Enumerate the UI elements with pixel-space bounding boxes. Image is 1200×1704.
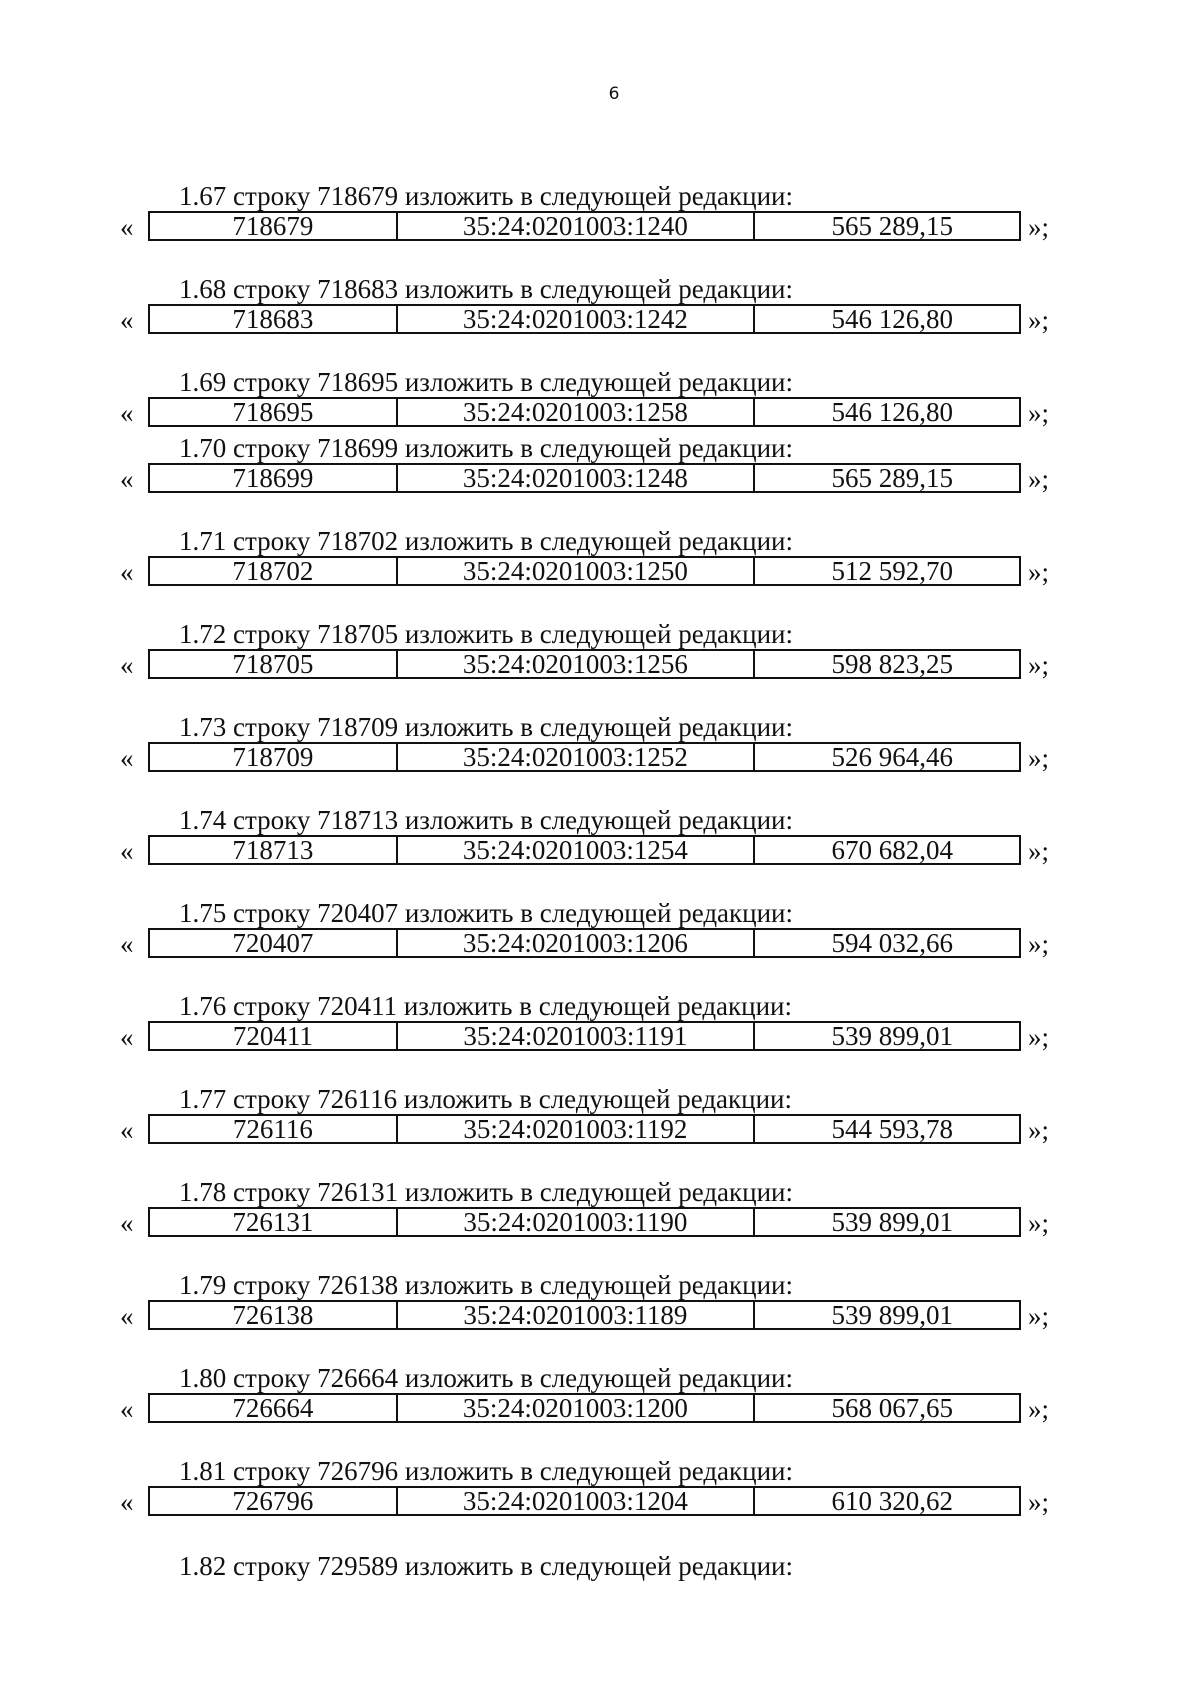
opening-quote: « xyxy=(120,650,134,680)
row-number-cell: 726131 xyxy=(150,1209,398,1235)
opening-quote: « xyxy=(120,1301,134,1331)
closing-quote: »; xyxy=(1028,1208,1050,1238)
cadastral-value-cell: 565 289,15 xyxy=(831,465,953,491)
amendment-instruction: 1.68 строку 718683 изложить в следующей редакции: xyxy=(179,274,794,304)
amendment-instruction: 1.80 строку 726664 изложить в следующей редакции: xyxy=(179,1363,794,1393)
cadastral-number-cell: 35:24:0201003:1256 xyxy=(398,651,755,677)
amendment-instruction: 1.70 строку 718699 изложить в следующей редакции: xyxy=(179,433,794,463)
closing-quote: »; xyxy=(1028,557,1050,587)
opening-quote: « xyxy=(120,1022,134,1052)
table-row xyxy=(148,742,1021,772)
opening-quote: « xyxy=(120,1487,134,1517)
amendment-instruction: 1.72 строку 718705 изложить в следующей редакции: xyxy=(179,619,794,649)
cadastral-number-cell: 35:24:0201003:1189 xyxy=(398,1302,755,1328)
closing-quote: »; xyxy=(1028,929,1050,959)
row-number-cell: 720411 xyxy=(150,1023,398,1049)
cadastral-number-cell: 35:24:0201003:1190 xyxy=(398,1209,755,1235)
cadastral-number-cell: 35:24:0201003:1200 xyxy=(398,1395,755,1421)
table-row xyxy=(148,835,1021,865)
cadastral-value-cell: 526 964,46 xyxy=(831,744,953,770)
row-number-cell: 718702 xyxy=(150,558,398,584)
cadastral-value-cell: 546 126,80 xyxy=(831,306,953,332)
amendment-item xyxy=(0,1455,1200,1525)
row-number-cell: 718705 xyxy=(150,651,398,677)
row-number-cell: 726138 xyxy=(150,1302,398,1328)
row-number-cell: 718699 xyxy=(150,465,398,491)
amendment-instruction: 1.71 строку 718702 изложить в следующей редакции: xyxy=(179,526,794,556)
table-row xyxy=(148,1021,1021,1051)
cadastral-number-cell: 35:24:0201003:1240 xyxy=(398,213,755,239)
closing-quote: »; xyxy=(1028,464,1050,494)
amendment-item xyxy=(0,366,1200,436)
amendment-item xyxy=(0,1269,1200,1339)
amendment-item xyxy=(0,1176,1200,1246)
table-row xyxy=(148,1207,1021,1237)
amendment-item xyxy=(0,1362,1200,1432)
opening-quote: « xyxy=(120,557,134,587)
closing-quote: »; xyxy=(1028,1022,1050,1052)
table-row xyxy=(148,556,1021,586)
cadastral-value-cell: 568 067,65 xyxy=(831,1395,953,1421)
amendment-instruction-final: 1.82 строку 729589 изложить в следующей редакции: xyxy=(179,1551,794,1581)
table-row xyxy=(148,649,1021,679)
opening-quote: « xyxy=(120,929,134,959)
cadastral-value-cell: 539 899,01 xyxy=(831,1302,953,1328)
cadastral-number-cell: 35:24:0201003:1250 xyxy=(398,558,755,584)
cadastral-number-cell: 35:24:0201003:1242 xyxy=(398,306,755,332)
row-number-cell: 726116 xyxy=(150,1116,398,1142)
table-row xyxy=(148,1114,1021,1144)
amendment-instruction: 1.69 строку 718695 изложить в следующей редакции: xyxy=(179,367,794,397)
amendment-instruction: 1.76 строку 720411 изложить в следующей редакции: xyxy=(179,991,793,1021)
table-row xyxy=(148,1300,1021,1330)
amendment-instruction: 1.77 строку 726116 изложить в следующей редакции: xyxy=(179,1084,793,1114)
table-row xyxy=(148,928,1021,958)
closing-quote: »; xyxy=(1028,1115,1050,1145)
closing-quote: »; xyxy=(1028,1301,1050,1331)
amendment-item xyxy=(0,897,1200,967)
closing-quote: »; xyxy=(1028,650,1050,680)
row-number-cell: 718709 xyxy=(150,744,398,770)
opening-quote: « xyxy=(120,464,134,494)
row-number-cell: 720407 xyxy=(150,930,398,956)
table-row xyxy=(148,397,1021,427)
opening-quote: « xyxy=(120,305,134,335)
amendment-instruction: 1.74 строку 718713 изложить в следующей редакции: xyxy=(179,805,794,835)
page-number: 6 xyxy=(608,84,620,104)
table-row xyxy=(148,211,1021,241)
cadastral-value-cell: 670 682,04 xyxy=(831,837,953,863)
opening-quote: « xyxy=(120,212,134,242)
closing-quote: »; xyxy=(1028,305,1050,335)
closing-quote: »; xyxy=(1028,836,1050,866)
table-row xyxy=(148,1486,1021,1516)
amendment-item xyxy=(0,711,1200,781)
opening-quote: « xyxy=(120,1208,134,1238)
cadastral-value-cell: 539 899,01 xyxy=(831,1023,953,1049)
cadastral-number-cell: 35:24:0201003:1252 xyxy=(398,744,755,770)
amendment-instruction: 1.79 строку 726138 изложить в следующей редакции: xyxy=(179,1270,794,1300)
closing-quote: »; xyxy=(1028,398,1050,428)
table-row xyxy=(148,304,1021,334)
row-number-cell: 718713 xyxy=(150,837,398,863)
amendment-item xyxy=(0,273,1200,343)
cadastral-number-cell: 35:24:0201003:1204 xyxy=(398,1488,755,1514)
cadastral-value-cell: 610 320,62 xyxy=(831,1488,953,1514)
amendment-instruction: 1.78 строку 726131 изложить в следующей редакции: xyxy=(179,1177,794,1207)
row-number-cell: 718695 xyxy=(150,399,398,425)
row-number-cell: 718679 xyxy=(150,213,398,239)
amendment-instruction: 1.73 строку 718709 изложить в следующей редакции: xyxy=(179,712,794,742)
amendment-item xyxy=(0,618,1200,688)
amendment-item xyxy=(0,804,1200,874)
amendment-item xyxy=(0,525,1200,595)
opening-quote: « xyxy=(120,1394,134,1424)
amendment-instruction: 1.75 строку 720407 изложить в следующей редакции: xyxy=(179,898,794,928)
closing-quote: »; xyxy=(1028,1394,1050,1424)
cadastral-number-cell: 35:24:0201003:1248 xyxy=(398,465,755,491)
table-row xyxy=(148,463,1021,493)
row-number-cell: 726664 xyxy=(150,1395,398,1421)
amendment-item xyxy=(0,180,1200,250)
cadastral-value-cell: 565 289,15 xyxy=(831,213,953,239)
amendment-item xyxy=(0,1083,1200,1153)
cadastral-value-cell: 598 823,25 xyxy=(831,651,953,677)
cadastral-value-cell: 512 592,70 xyxy=(831,558,953,584)
cadastral-number-cell: 35:24:0201003:1258 xyxy=(398,399,755,425)
closing-quote: »; xyxy=(1028,212,1050,242)
cadastral-number-cell: 35:24:0201003:1192 xyxy=(398,1116,755,1142)
cadastral-value-cell: 594 032,66 xyxy=(831,930,953,956)
amendment-item xyxy=(0,990,1200,1060)
closing-quote: »; xyxy=(1028,743,1050,773)
cadastral-number-cell: 35:24:0201003:1191 xyxy=(398,1023,755,1049)
opening-quote: « xyxy=(120,836,134,866)
closing-quote: »; xyxy=(1028,1487,1050,1517)
opening-quote: « xyxy=(120,398,134,428)
cadastral-number-cell: 35:24:0201003:1206 xyxy=(398,930,755,956)
row-number-cell: 718683 xyxy=(150,306,398,332)
amendment-instruction: 1.67 строку 718679 изложить в следующей редакции: xyxy=(179,181,794,211)
cadastral-value-cell: 546 126,80 xyxy=(831,399,953,425)
opening-quote: « xyxy=(120,1115,134,1145)
cadastral-value-cell: 539 899,01 xyxy=(831,1209,953,1235)
table-row xyxy=(148,1393,1021,1423)
amendment-instruction: 1.81 строку 726796 изложить в следующей редакции: xyxy=(179,1456,794,1486)
cadastral-value-cell: 544 593,78 xyxy=(831,1116,953,1142)
opening-quote: « xyxy=(120,743,134,773)
row-number-cell: 726796 xyxy=(150,1488,398,1514)
amendment-item xyxy=(0,432,1200,502)
cadastral-number-cell: 35:24:0201003:1254 xyxy=(398,837,755,863)
